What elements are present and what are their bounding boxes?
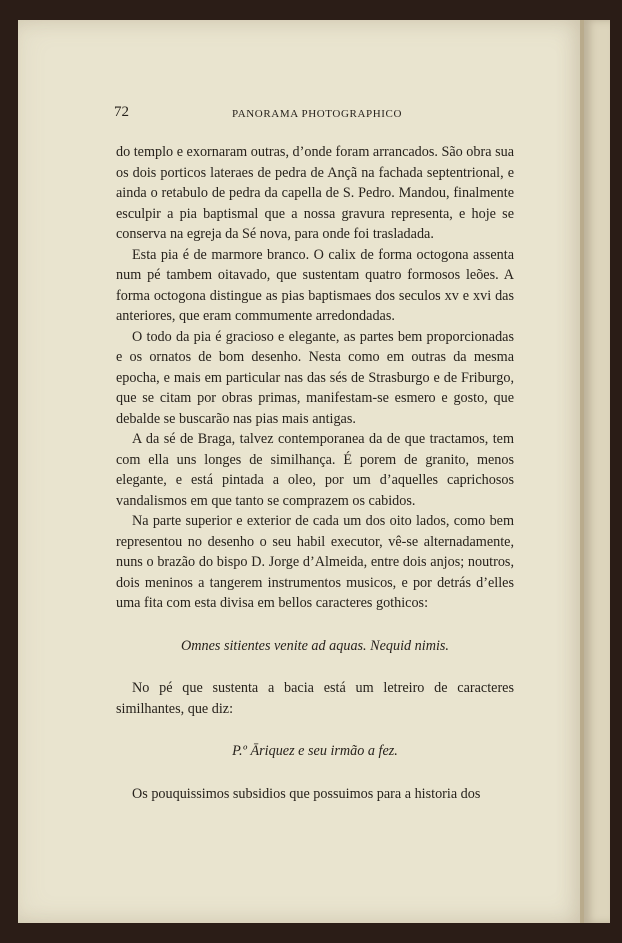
page-body [116, 142, 514, 804]
facing-page-edge [584, 20, 610, 923]
paragraph-6: No pé que sustenta a bacia está um letreiro de caracteres similhantes, que diz: [116, 680, 514, 717]
paragraph-3: O todo da pia é gracioso e elegante, as partes bem proporcionadas e os ornatos de bom desenho. Nesta como em outras da mesma epocha, e mais em particular nas das sés de Strasburgo e de Friburgo, que se citam por obras primas, manifestam-se esmero e gosto, que debalde se buscarão nas pias mais antigas. [116, 328, 514, 427]
paragraph-7: Os pouquissimos subsidios que possuimos para a historia dos [132, 785, 481, 802]
paragraph-1: do templo e exornaram outras, d’onde foram arrancados. São obra sua os dois porticos lateraes de pedra de Ançã na fachada septentrional, e ainda o retabulo de pedra da capella de S. Pedro. Mandou, finalmente esculpir a pia baptismal que a nossa gravura representa, e hoje se conserva na egreja da Sé nova, para onde foi trasladada. [116, 144, 514, 242]
inscription-quote: P.º Āriquez e seu irmão a fez. [232, 743, 398, 759]
running-title: PANORAMA PHOTOGRAPHICO [232, 108, 402, 120]
paragraph-4: A da sé de Braga, talvez contemporanea da de que tractamos, tem com ella uns longes de similhança. É porem de granito, menos elegante, e está pintada a oleo, por um d’aquelles caprichosos vandalismos em que tanto se comprazem os cabidos. [116, 431, 514, 509]
gothic-inscription-quote: Omnes sitientes venite ad aquas. Nequid nimis. [181, 637, 449, 654]
paragraph-5: Na parte superior e exterior de cada um dos oito lados, como bem representou no desenho o seu habil executor, vê-se alternadamente, nuns o brazão do bispo D. Jorge d’Almeida, entre dois anjos; noutros, dois meninos a tangerem instrumentos musicos, e por detrás d’elles uma fita com esta divisa em bellos caracteres gothicos: [116, 513, 514, 611]
dark-background-edge [610, 0, 622, 943]
paragraph-2: Esta pia é de marmore branco. O calix de forma octogona assenta num pé tambem oitavado, que sustentam quatro formosos leões. A forma octogona distingue as pias baptismaes dos seculos xv e xvi das anteriores, que eram commumente arredondadas. [116, 246, 514, 324]
page-number: 72 [114, 104, 129, 120]
